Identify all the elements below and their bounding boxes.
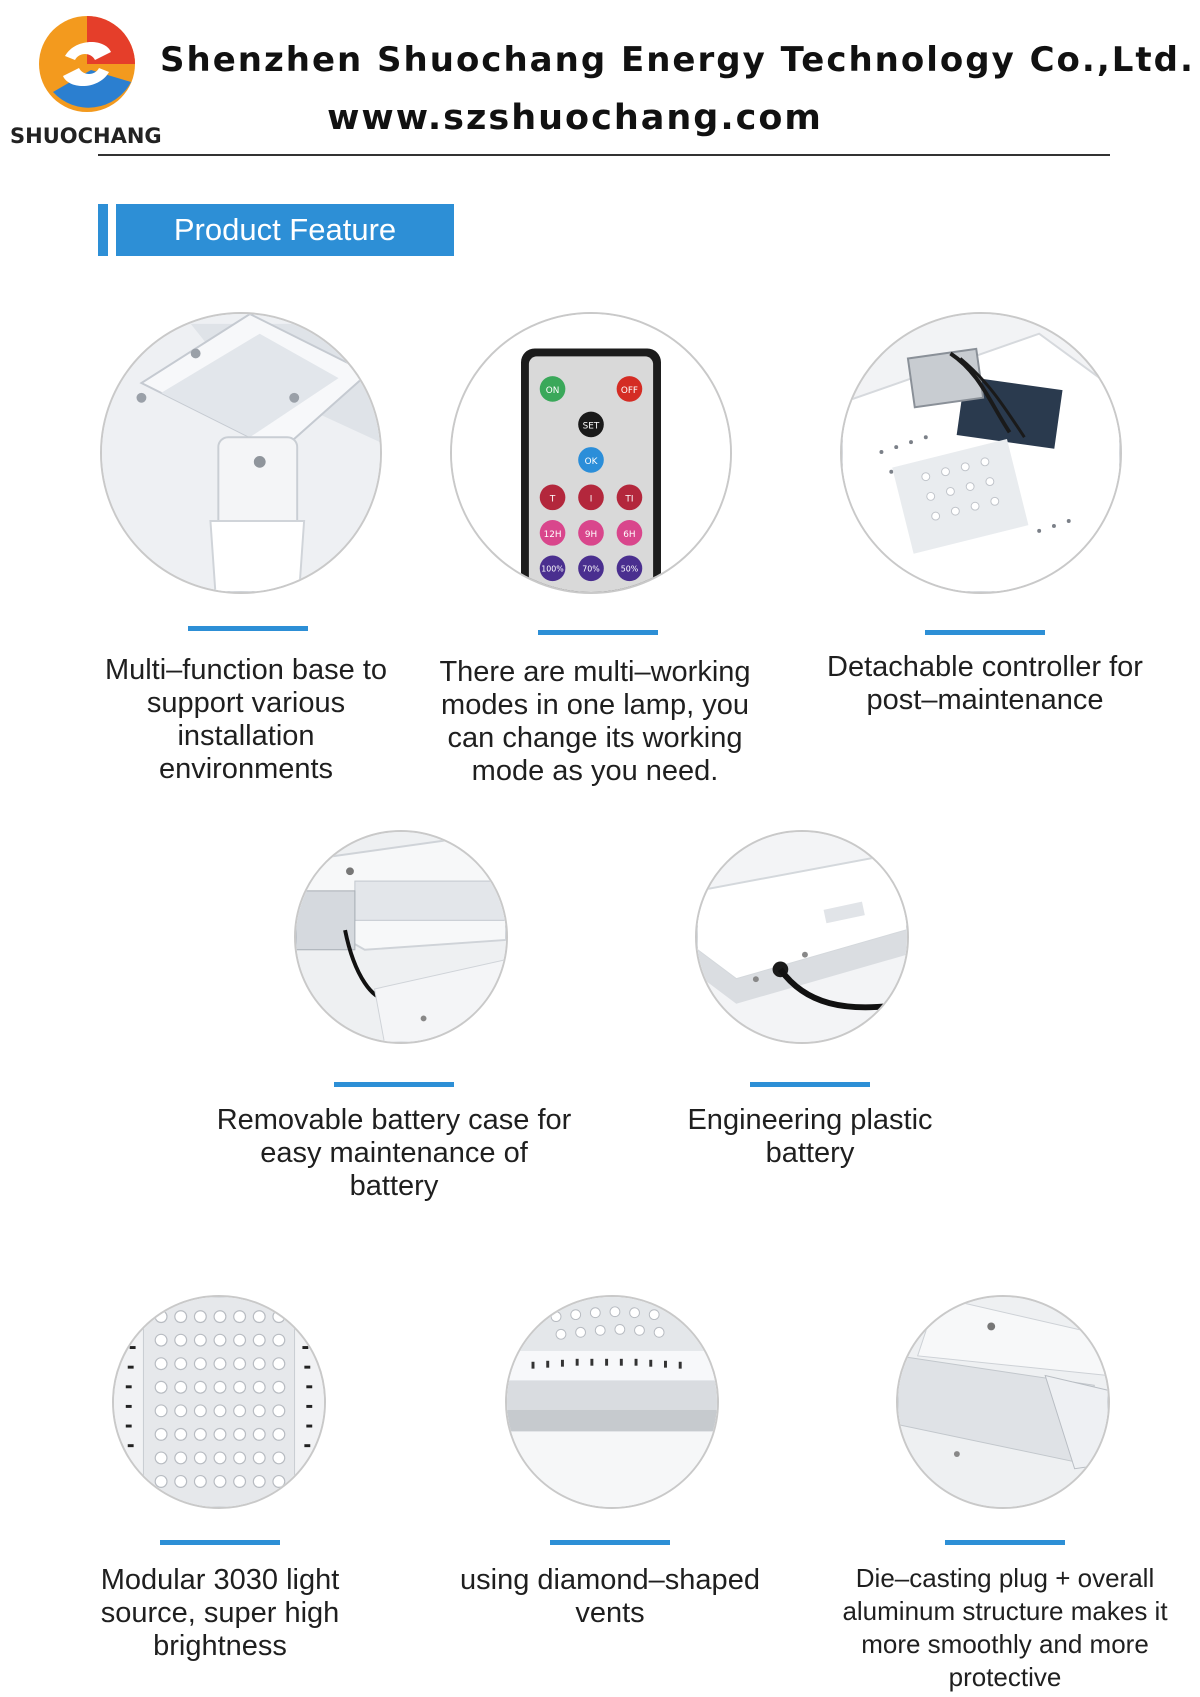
caption-bar xyxy=(538,630,658,635)
section-marker xyxy=(98,204,108,256)
logo-text: SHUOCHANG xyxy=(10,124,162,148)
feature-caption-base: Multi–function base to support various installation environments xyxy=(104,654,388,785)
remote-50-label: 50% xyxy=(620,564,639,574)
feature-caption-vents: using diamond–shaped vents xyxy=(460,1564,760,1629)
feature-image-base xyxy=(100,312,382,594)
feature-image-plastic-battery xyxy=(695,830,909,1044)
caption-bar xyxy=(550,1540,670,1545)
website-url: www.szshuochang.com xyxy=(327,98,823,138)
feature-caption-plastic-battery: Engineering plastic battery xyxy=(687,1104,933,1169)
logo-mark-icon xyxy=(35,12,139,116)
section-title: Product Feature xyxy=(116,204,454,256)
remote-on-label: ON xyxy=(545,385,560,396)
remote-70-label: 70% xyxy=(582,564,600,574)
caption-bar xyxy=(925,630,1045,635)
feature-caption-controller: Detachable controller for post–maintenance xyxy=(827,651,1143,716)
remote-off-label: OFF xyxy=(620,385,639,396)
remote-6h-label: 6H xyxy=(623,529,636,540)
feature-caption-die-casting: Die–casting plug + overall aluminum structure makes it more smoothly and more protective xyxy=(842,1563,1168,1692)
caption-bar xyxy=(750,1082,870,1087)
remote-12h-label: 12H xyxy=(543,529,562,540)
feature-image-vents xyxy=(505,1295,719,1509)
feature-image-led-module xyxy=(112,1295,326,1509)
caption-bar xyxy=(334,1082,454,1087)
remote-ok-label: OK xyxy=(584,456,598,467)
company-logo xyxy=(10,12,160,152)
remote-ti-label: TI xyxy=(625,494,634,505)
remote-9h-label: 9H xyxy=(584,529,598,540)
feature-image-remote xyxy=(450,312,732,594)
caption-bar xyxy=(188,626,308,631)
remote-t-label: T xyxy=(549,494,556,505)
header-divider xyxy=(98,154,1110,156)
feature-image-die-casting xyxy=(896,1295,1110,1509)
feature-caption-led-module: Modular 3030 light source, super high brightness xyxy=(100,1564,340,1662)
caption-bar xyxy=(160,1540,280,1545)
remote-i-label: I xyxy=(589,494,593,505)
caption-bar xyxy=(945,1540,1065,1545)
remote-set-label: SET xyxy=(582,421,600,432)
feature-image-battery-case xyxy=(294,830,508,1044)
company-name: Shenzhen Shuochang Energy Technology Co.,Ltd. xyxy=(160,40,1195,80)
feature-image-controller xyxy=(840,312,1122,594)
feature-caption-battery-case: Removable battery case for easy maintenance of battery xyxy=(216,1104,572,1202)
remote-100-label: 100% xyxy=(541,564,564,574)
feature-caption-remote: There are multi–working modes in one lamp, you can change its working mode as you need. xyxy=(439,656,751,787)
